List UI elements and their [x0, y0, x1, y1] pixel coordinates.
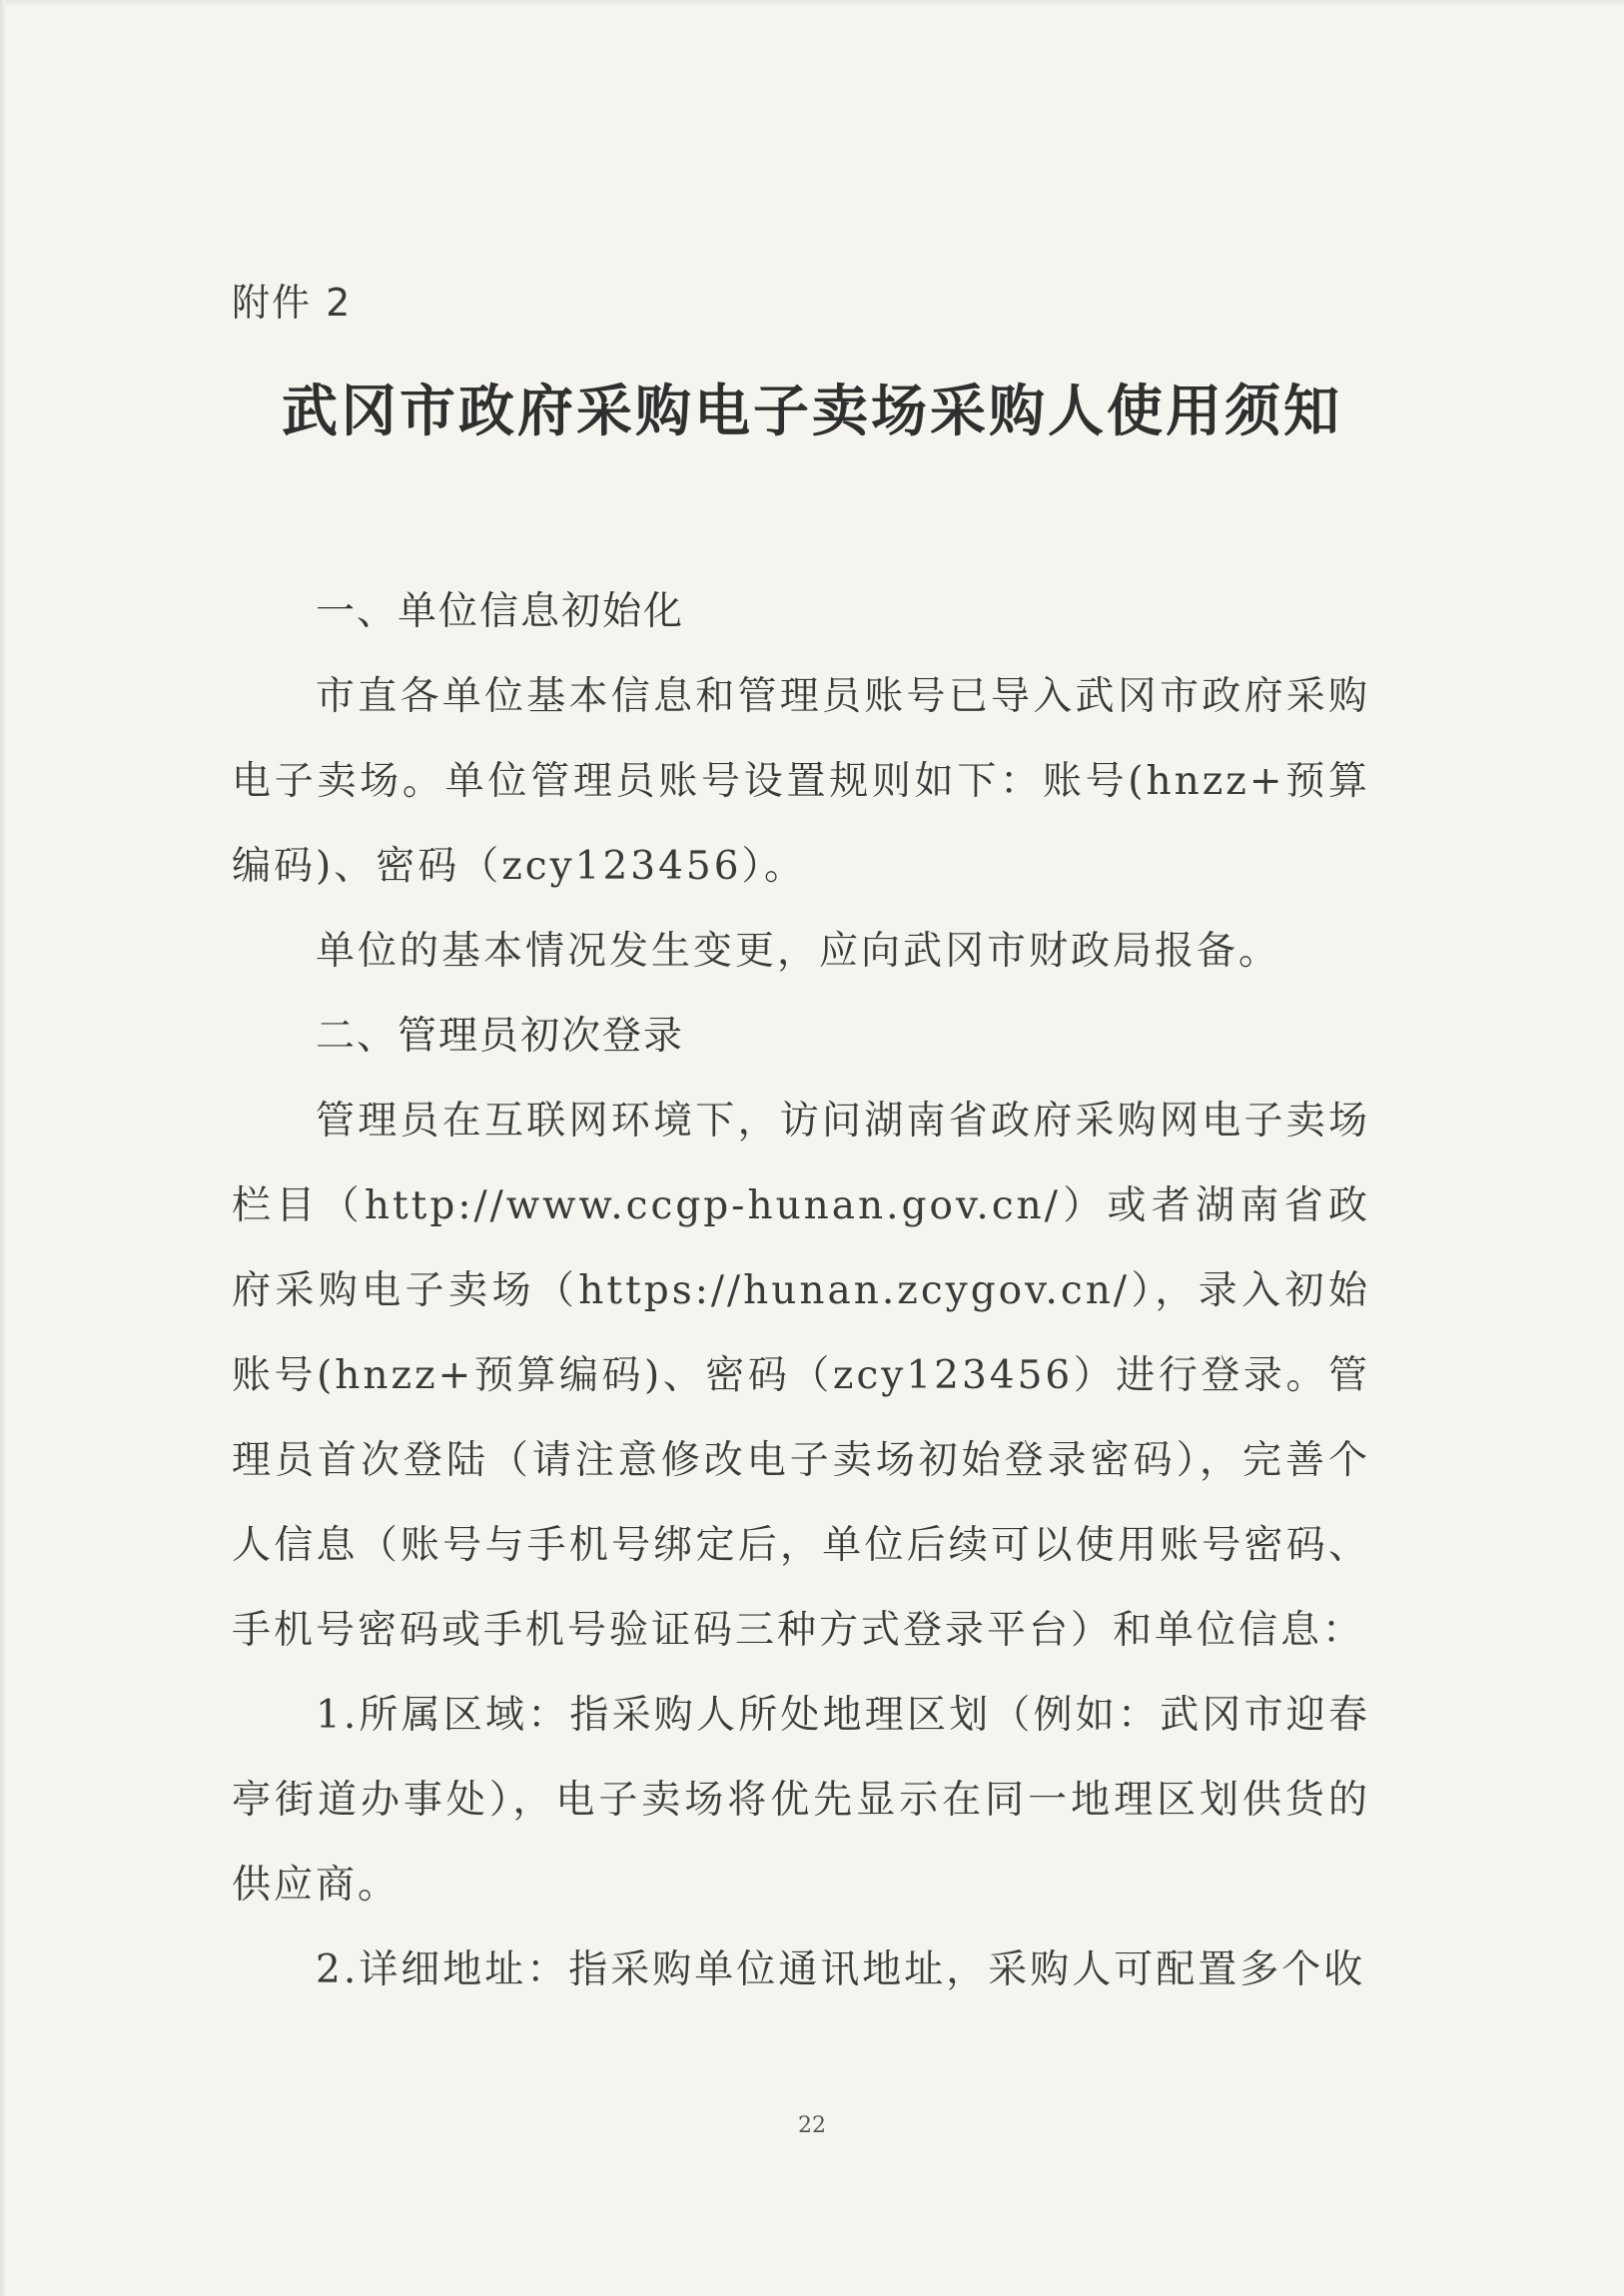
document-title: 武冈市政府采购电子卖场采购人使用须知: [282, 379, 1342, 444]
scan-edge-top: [0, 0, 1624, 6]
attachment-label: 附件 2: [232, 281, 353, 325]
document-body: [232, 569, 1370, 2012]
list-item-region: 1.所属区域：指采购人所处地理区划（例如：武冈市迎春亭街道办事处），电子卖场将优先显示在同一地理区划供货的供应商。: [232, 1693, 1370, 1908]
paragraph-account-rules: 市直各单位基本信息和管理员账号已导入武冈市政府采购电子卖场。单位管理员账号设置规则如下：账号(hnzz+预算编码)、密码（zcy123456）。: [232, 674, 1370, 889]
page-number: 22: [798, 2113, 826, 2138]
scan-edge-left: [0, 0, 6, 2296]
paragraph-first-login: 管理员在互联网环境下，访问湖南省政府采购网电子卖场栏目（http://www.ccgp-hunan.gov.cn/）或者湖南省政府采购电子卖场（https://hunan.zcygov.cn/），录入初始账号(hnzz+预算编码)、密码（zcy123456）进行登录。管理员首次登陆（请注意修改电子卖场初始登录密码），完善个人信息（账号与手机号绑定后，单位后续可以使用账号密码、手机号密码或手机号验证码三种方式登录平台）和单位信息：: [232, 1099, 1370, 1653]
section-heading-1: 一、单位信息初始化: [316, 589, 685, 634]
section-heading-2: 二、管理员初次登录: [316, 1014, 685, 1059]
paragraph-change-report: 单位的基本情况发生变更，应向武冈市财政局报备。: [316, 929, 1281, 974]
list-item-address: 2.详细地址：指采购单位通讯地址，采购人可配置多个收: [316, 1947, 1366, 1992]
